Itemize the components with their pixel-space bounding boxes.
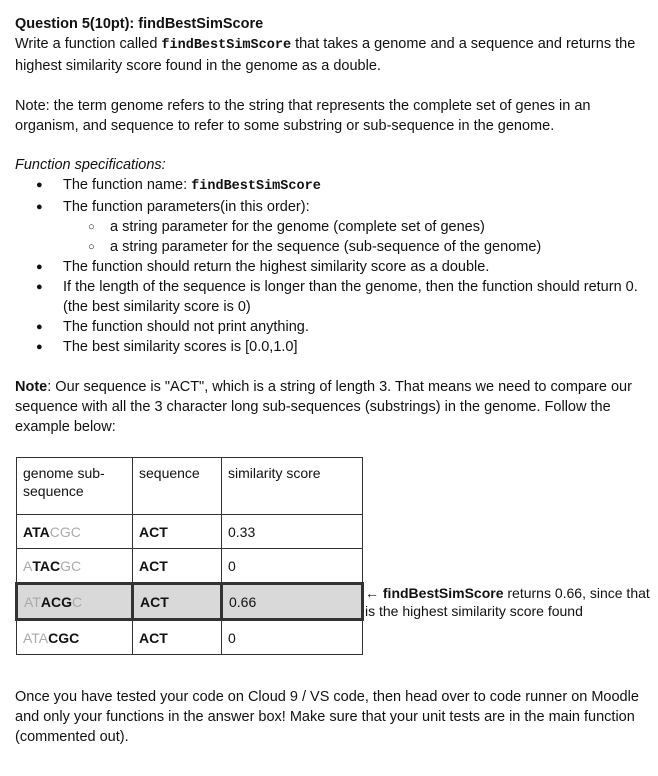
spec-item-params (15, 197, 645, 257)
document-body (15, 14, 645, 437)
intro-text-end: that takes a genome and a sequence and returns the highest similarity score found in the genome as a double. (15, 36, 636, 74)
sub-pre: AT (24, 593, 41, 610)
subsequence-cell (17, 584, 133, 620)
param-list (15, 217, 645, 257)
sequence-cell: ACT (133, 515, 222, 549)
callout-text: returns 0.66, since that is the highest similarity score found (365, 585, 650, 619)
sub-match: TAC (32, 557, 61, 574)
left-arrow-icon: ← (365, 585, 383, 601)
spec-item-longer: ● If the length of the sequence is longer than the genome, then the function should return 0. (the best similarity score is 0) (15, 277, 645, 317)
example-table-area (15, 457, 655, 653)
spec-list (15, 175, 645, 357)
header-sequence: sequence (133, 458, 222, 515)
intro-text: Write a function called (15, 36, 162, 52)
spec-function-name-code: findBestSimScore (191, 179, 321, 194)
score-cell: 0 (222, 620, 363, 655)
table-row (17, 620, 363, 655)
sub-post: C (71, 593, 83, 610)
intro-paragraph (15, 34, 645, 76)
sequence-cell: ACT (133, 584, 222, 620)
score-cell: 0.33 (222, 515, 363, 549)
sequence-cell: ACT (133, 549, 222, 584)
result-callout (365, 584, 655, 620)
sub-match: CGC (48, 629, 80, 646)
spec-item-returns: ● The function should return the highest similarity score as a double. (15, 257, 645, 277)
spec-item-range: ● The best similarity scores is [0.0,1.0] (15, 337, 645, 357)
subsequence-cell (17, 515, 133, 549)
spec-item-params-text: The function parameters(in this order): (63, 199, 310, 215)
sub-post: GC (60, 557, 82, 574)
example-note-text: : Our sequence is "ACT", which is a string of length 3. That means we need to compare our sequence with all the 3 character long sub-sequences (substrings) in the genome. Follow the example below: (15, 379, 632, 435)
similarity-table (15, 457, 364, 655)
sub-match: ACG (40, 593, 72, 610)
sub-pre: A (23, 557, 33, 574)
sub-pre: ATA (23, 629, 49, 646)
example-note (15, 377, 645, 437)
sub-match: ATA (23, 523, 50, 540)
footer-instructions: Once you have tested your code on Cloud 9 / VS code, then head over to code runner on Moodle and only your functions in the answer box! Make sure that your unit tests are in the main function (commented out). (15, 689, 639, 745)
score-cell: 0 (222, 549, 363, 584)
function-name-code: findBestSimScore (161, 38, 292, 53)
spec-item-noprint: ● The function should not print anything. (15, 317, 645, 337)
table-row (17, 515, 363, 549)
param-sequence: ○ a string parameter for the sequence (sub-sequence of the genome) (15, 237, 645, 257)
spec-item-name-text: The function name: (63, 177, 192, 193)
callout-function-name: findBestSimScore (382, 585, 504, 601)
question-heading: Question 5(10pt): findBestSimScore (15, 16, 264, 32)
table-row-highlighted (17, 584, 363, 620)
spec-title: Function specifications: (15, 157, 166, 173)
param-genome: ○ a string parameter for the genome (complete set of genes) (15, 217, 645, 237)
sequence-cell: ACT (133, 620, 222, 655)
table-row (17, 549, 363, 584)
header-subsequence: genome sub-sequence (17, 458, 133, 515)
header-score: similarity score (222, 458, 363, 515)
subsequence-cell (17, 620, 133, 655)
sub-post: CGC (49, 523, 81, 540)
subsequence-cell (17, 549, 133, 584)
example-note-label: Note (15, 379, 48, 395)
terms-note: Note: the term genome refers to the string that represents the complete set of genes in an organism, and sequence to refer to some substring or sub-sequence in the genome. (15, 98, 591, 134)
table-header-row (17, 458, 363, 515)
score-cell: 0.66 (222, 584, 363, 620)
spec-item-name (15, 175, 645, 197)
